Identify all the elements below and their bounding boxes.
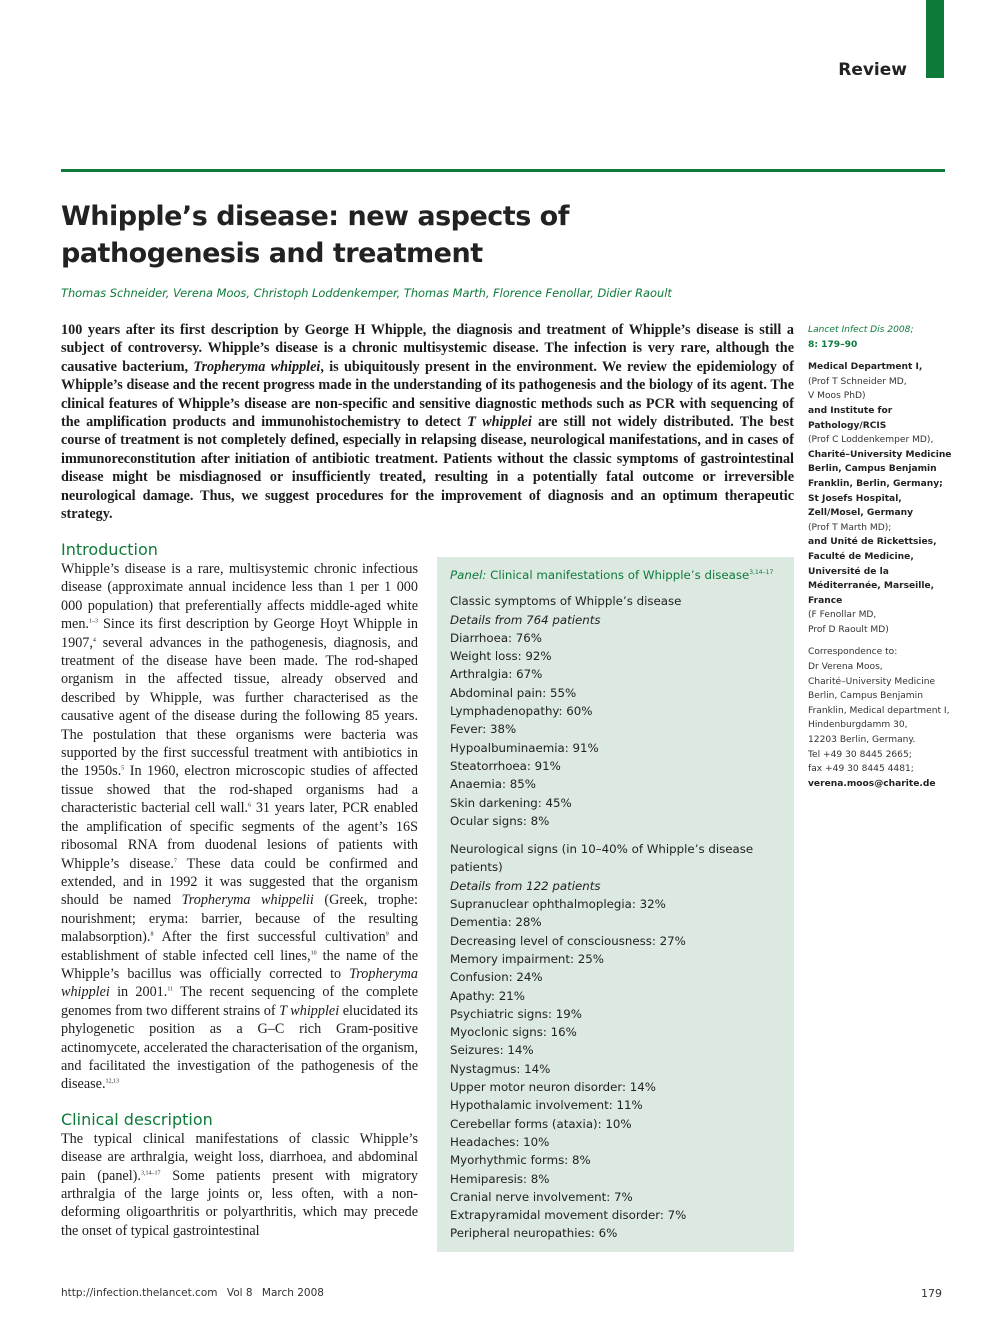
- neurological-sign-list: [450, 895, 781, 1243]
- neurological-sign-item: Psychiatric signs: 19%: [450, 1006, 582, 1021]
- reference[interactable]: 3,14–17: [140, 1169, 161, 1176]
- citation-journal: Lancet Infect Dis 2008; 8: 179–90: [808, 325, 914, 350]
- neurological-sign-item: Nystagmus: 14%: [450, 1061, 551, 1076]
- reference[interactable]: 1–3: [88, 618, 98, 625]
- affiliations: Medical Department I, (Prof T Schneider MD, V Moos PhD) and Institute for Pathology/RCIS (Prof C Loddenkemper MD), Charité–University Medicine Berlin, Campus Benjamin Franklin, Berlin, Germany; St Josefs Hospital, Zell/Mosel, Germany (Prof T Marth MD); and Unité de Rickettsies, Faculté de Medicine, Université de la Méditerranée, Marseille, France (F Fenollar MD, Prof D Raoult MD): [808, 362, 952, 635]
- panel-details-neurological: Details from 122 patients: [450, 878, 601, 893]
- neurological-sign-item: Cerebellar forms (ataxia): 10%: [450, 1116, 632, 1131]
- journal-url[interactable]: http://infection.thelancet.com: [61, 1287, 218, 1299]
- panel-section-classic: Classic symptoms of Whipple’s disease: [450, 594, 682, 609]
- panel-title: Panel: Clinical manifestations of Whipple’s disease$^{3,14-17}$: [450, 568, 774, 582]
- citation: [808, 323, 953, 352]
- sidebar-notes: [808, 323, 953, 799]
- abstract: 100 years after its first description by George H Whipple, the diagnosis and treatment of Whipple’s disease is still a subject of controversy. Whipple’s disease is a chronic multisystemic disease. The infection is very rare, although the causative bacterium, Tropheryma whipplei, is ubiquitously present in the environment. We review the epidemiology of Whipple’s disease and the recent progress made in the understanding of its pathogenesis and the biology of its agent. The clinical features of Whipple’s disease are non-specific and sensitive diagnostic methods such as PCR with sequencing of the amplification products and immunohistochemistry to detect T whipplei are still not widely distributed. The best course of treatment is not completely defined, especially in relapsing disease, neurological manifestations, and in cases of immunoreconstitution after initiation of antibiotic treatment. Patients without the classic symptoms of gastrointestinal disease might be misdiagnosed or insufficiently treated, resulting in a potentially fatal outcome or irreversible neurological damage. Thus, we suggest procedures for the improvement of diagnosis and an optimum therapeutic strategy.: [61, 322, 794, 523]
- classic-symptom-item: Skin darkening: 45%: [450, 795, 572, 810]
- neurological-sign-item: Seizures: 14%: [450, 1043, 534, 1058]
- correspondence: Correspondence to: Dr Verena Moos, Charité–University Medicine Berlin, Campus Benjamin Franklin, Medical department I, Hindenburgdamm 30, 12203 Berlin, Germany. Tel +49 30 8445 2665; fax +49 30 8445 4481; verena.moos@charite.de: [808, 647, 950, 789]
- classic-symptom-item: Abdominal pain: 55%: [450, 685, 577, 700]
- classic-symptom-item: Diarrhoea: 76%: [450, 630, 543, 645]
- neurological-sign-item: Dementia: 28%: [450, 915, 542, 930]
- classic-symptom-item: Fever: 38%: [450, 722, 517, 737]
- footer-journal-info: [61, 1287, 330, 1299]
- email-link[interactable]: verena.moos@charite.de: [808, 778, 936, 789]
- reference[interactable]: 8: [150, 931, 154, 938]
- neurological-sign-item: Extrapyramidal movement disorder: 7%: [450, 1208, 687, 1223]
- section-heading-clinical-description: Clinical description: [61, 1109, 213, 1129]
- neurological-sign-item: Supranuclear ophthalmoplegia: 32%: [450, 897, 666, 912]
- issue-date: March 2008: [261, 1287, 324, 1299]
- volume: Vol 8: [226, 1287, 253, 1299]
- neurological-sign-item: Hemiparesis: 8%: [450, 1171, 550, 1186]
- neurological-sign-item: Headaches: 10%: [450, 1134, 550, 1149]
- clinical-manifestations-panel: [437, 557, 794, 1252]
- neurological-sign-item: Memory impairment: 25%: [450, 951, 604, 966]
- classic-symptom-item: Arthralgia: 67%: [450, 667, 543, 682]
- neurological-sign-item: Peripheral neuropathies: 6%: [450, 1226, 618, 1241]
- reference[interactable]: 10: [310, 949, 317, 956]
- neurological-sign-item: Confusion: 24%: [450, 970, 543, 985]
- author-list: Thomas Schneider, Verena Moos, Christoph Loddenkemper, Thomas Marth, Florence Fenollar, Didier Raoult: [61, 286, 672, 300]
- classic-symptom-item: Steatorrhoea: 91%: [450, 758, 561, 773]
- clinical-description-paragraph: The typical clinical manifestations of classic Whipple’s disease are arthralgia, weight loss, diarrhoea, and abdominal pain (panel).$^{3,14-17}$ Some patients present with migratory arthralgia of the large joints or, less often, with a non-deforming oligoarthritis or polyarthritis, which may precede the onset of typical gastrointestinal: [61, 1130, 418, 1239]
- section-heading-introduction: Introduction: [61, 540, 158, 559]
- page-number: 179: [921, 1287, 942, 1300]
- reference[interactable]: 12,13: [105, 1078, 120, 1085]
- main-column: [61, 540, 418, 1240]
- panel-section-neurological: Neurological signs (in 10–40% of Whipple’s disease patients): [450, 842, 754, 875]
- header-rule: [61, 169, 945, 172]
- reference[interactable]: 7: [173, 857, 177, 864]
- reference[interactable]: 6: [248, 802, 252, 809]
- neurological-sign-item: Cranial nerve involvement: 7%: [450, 1189, 633, 1204]
- neurological-sign-item: Myorhythmic forms: 8%: [450, 1153, 591, 1168]
- classic-symptom-item: Anaemia: 85%: [450, 777, 536, 792]
- reference[interactable]: 9: [385, 931, 389, 938]
- neurological-sign-item: Upper motor neuron disorder: 14%: [450, 1080, 656, 1095]
- classic-symptom-item: Weight loss: 92%: [450, 649, 552, 664]
- classic-symptom-item: Ocular signs: 8%: [450, 813, 550, 828]
- introduction-paragraph: Whipple’s disease is a rare, multisystemic chronic infectious disease (approximate annual incidence less than 1 per 1 000 000 population) that preferentially affects middle-aged white men.$^{1-3}$ Since its first description by George Hoyt Whipple in 1907,$^4$ several advances in the pathogenesis, diagnosis, and treatment of the disease have been made. The rod-shaped organism in the affected tissue, already observed and described by Whipple, was further characterised as the causative agent of the disease during the following 85 years. The postulation that these organisms were bacteria was supported by the first successful treatment with antibiotics in the 1950s.$^5$ In 1960, electron microscopic studies of affected tissue showed that the rod-shaped organisms had a characteristic bacterial cell wall.$^6$ 31 years later, PCR enabled the amplification of specific segments of the agent’s 16S ribosomal RNA from duodenal lesions of patients with Whipple’s disease.$^7$ These data could be confirmed and extended, and in 1992 it was suggested that the organism should be named Tropheryma whippelii (Greek, trophe: nourishment; eryma: barrier, because of the resulting malabsorption).$^8$ After the first successful cultivation$^9$ and establishment of stable infected cell lines,$^{10}$ the name of the Whipple’s bacillus was officially corrected to Tropheryma whipplei in 2001.11 The recent sequencing of the complete genomes from two different strains of T whipplei elucidated its phylogenetic position as a G–C rich Gram-positive actinomycete, accelerated the characterisation of the organism, and facilitated the investigation of the pathogenesis of the disease.$^{12,13}$: [61, 561, 419, 1093]
- neurological-sign-item: Decreasing level of consciousness: 27%: [450, 933, 686, 948]
- neurological-sign-item: Hypothalamic involvement: 11%: [450, 1098, 643, 1113]
- reference[interactable]: 4: [92, 636, 96, 643]
- section-label: Review: [838, 60, 907, 80]
- article-title: Whipple’s disease: new aspects of pathogenesis and treatment: [61, 201, 569, 269]
- neurological-sign-item: Apathy: 21%: [450, 988, 525, 1003]
- reference[interactable]: 5: [121, 765, 125, 772]
- panel-details-classic: Details from 764 patients: [450, 612, 601, 627]
- neurological-sign-item: Myoclonic signs: 16%: [450, 1025, 577, 1040]
- classic-symptom-item: Lymphadenopathy: 60%: [450, 704, 593, 719]
- reference[interactable]: 11: [167, 986, 174, 993]
- classic-symptom-item: Hypoalbuminaemia: 91%: [450, 740, 599, 755]
- section-accent-bar: [926, 0, 944, 78]
- classic-symptom-list: [450, 629, 781, 830]
